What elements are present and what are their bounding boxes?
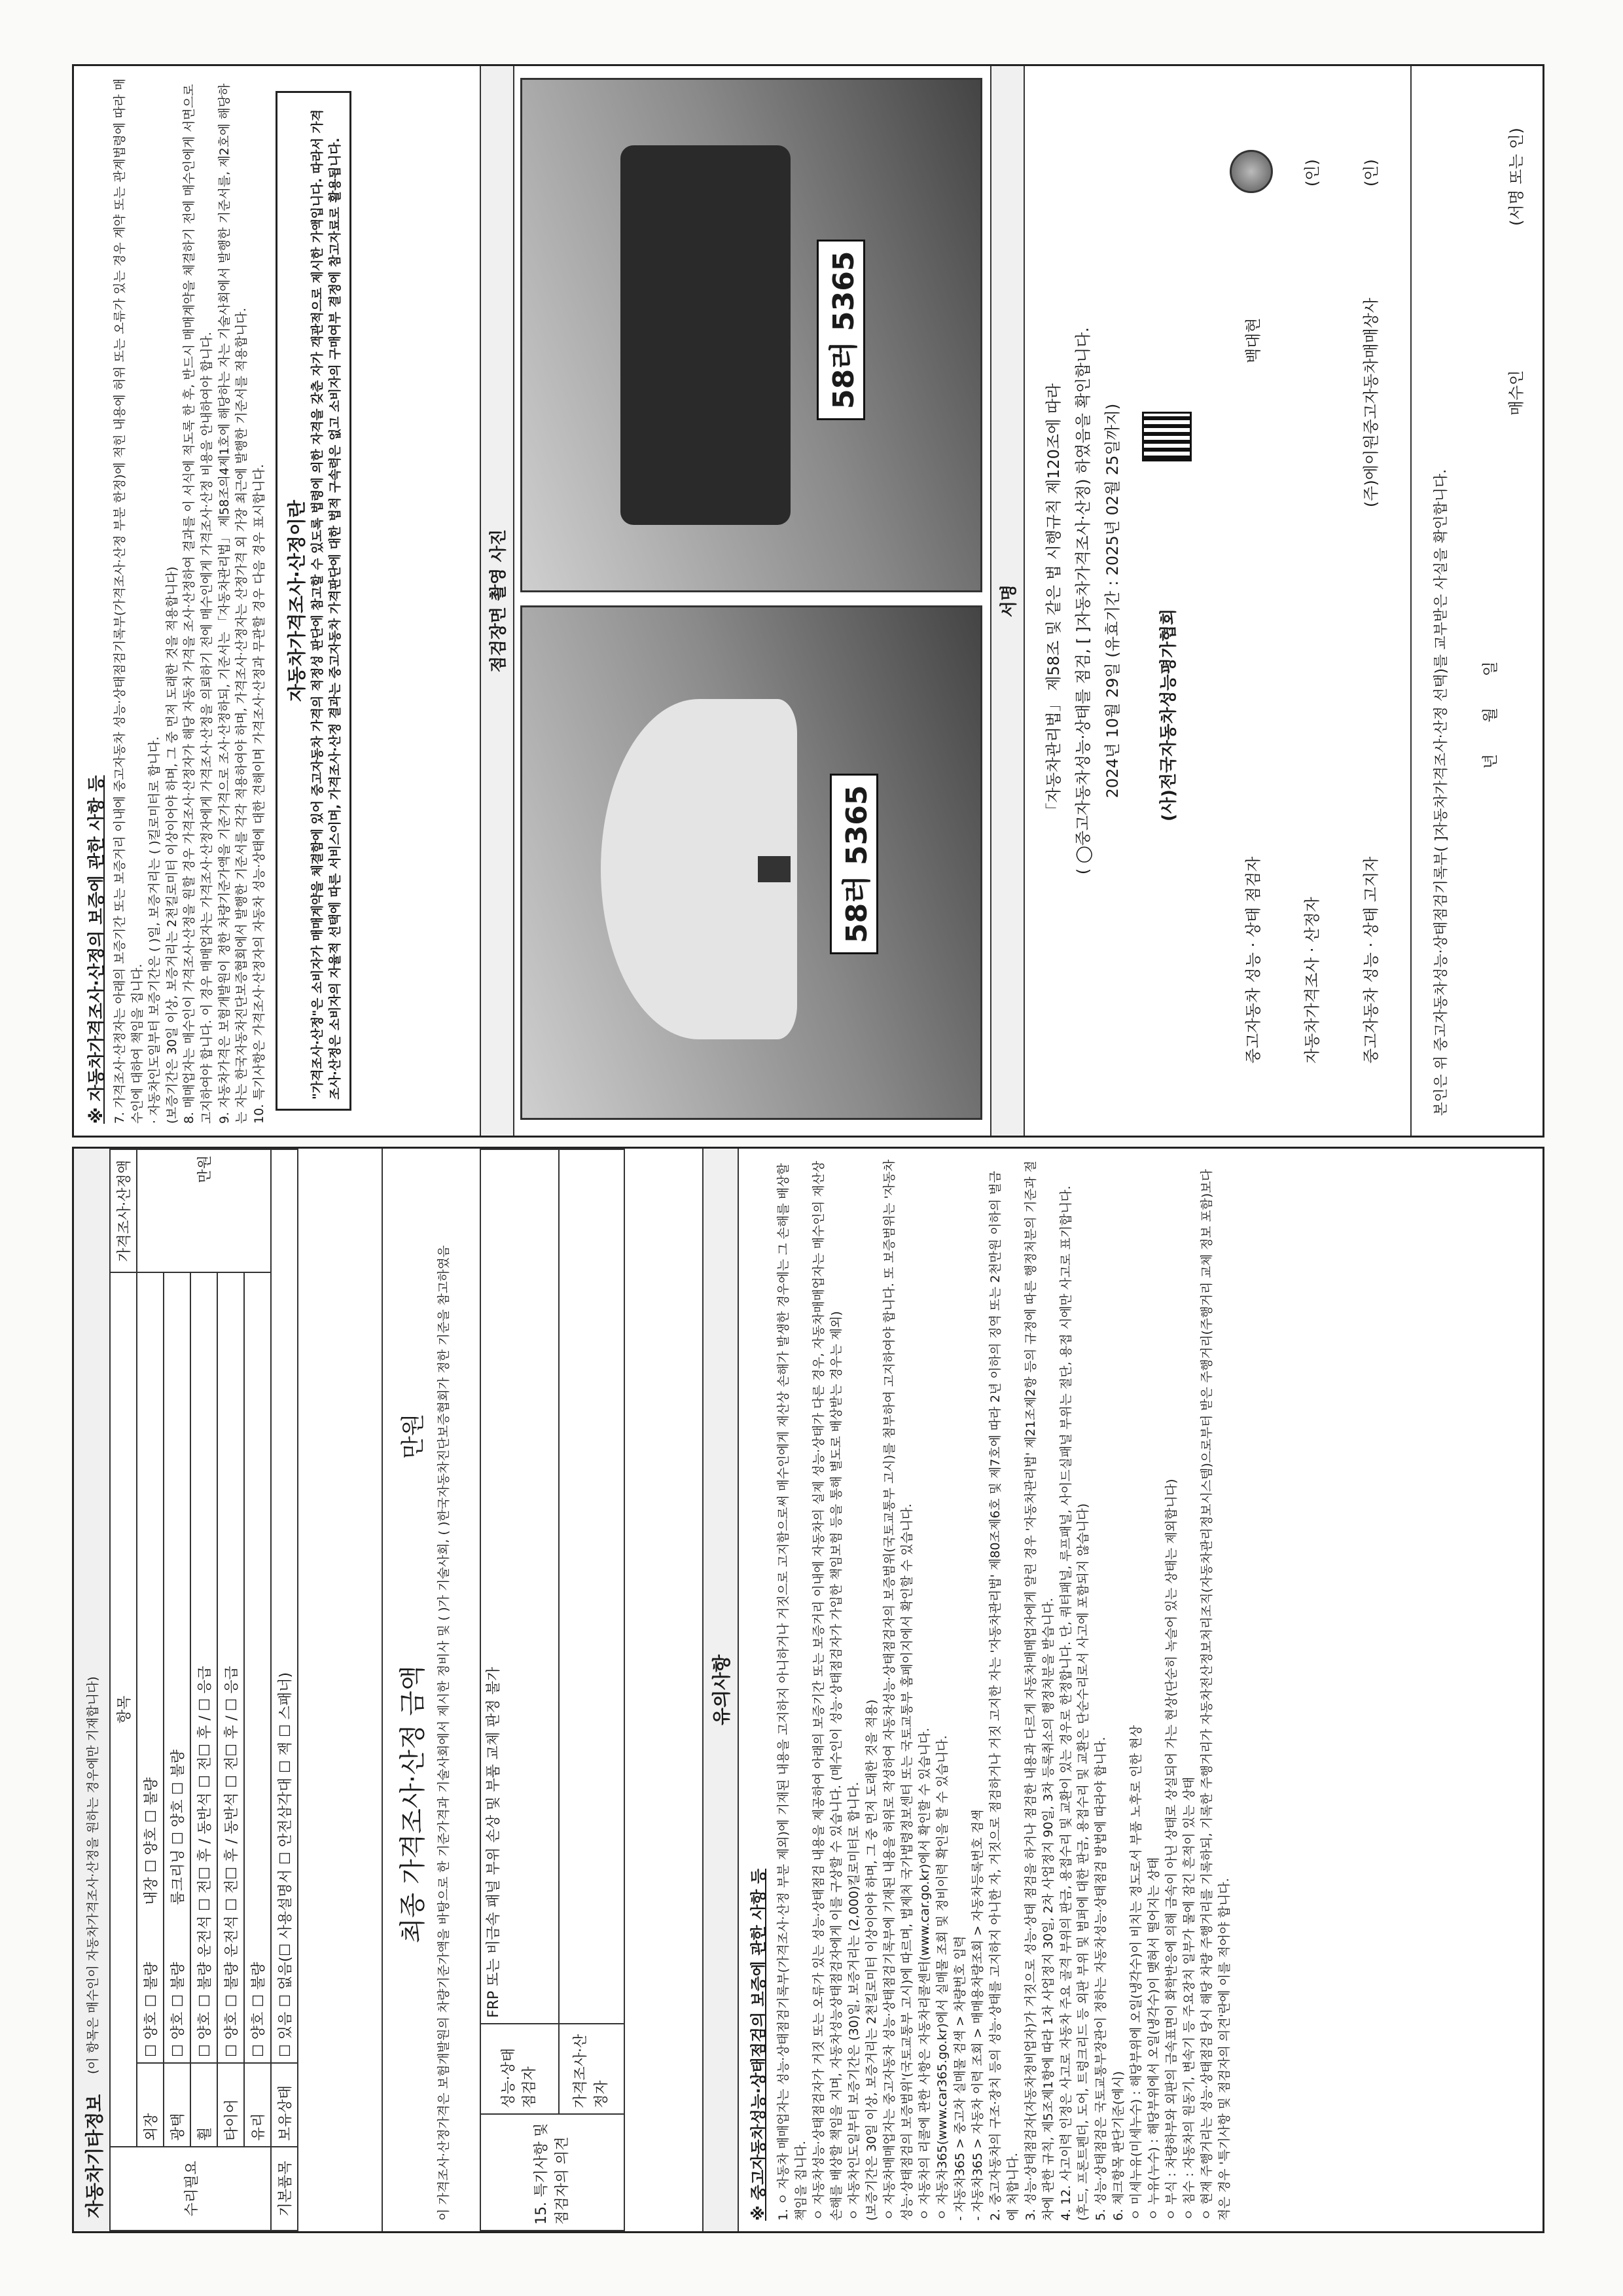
note-item: 2. 중고자동차의 구조·장치 등의 성능·상태를 고지하지 아니한 자, 거짓으로 점검하거나 거짓 고지한 자는 '자동차관리법' 제80조제6호 및 제7호에 따라 2년 이하의 징역 또는 2천만원 이하의 벌금에 처합니다.: [988, 1170, 1020, 2221]
note-item: 1. ㅇ 자동차 매매업자는 성능·상태점검기록부(가격조사·산정 부분 제외)에 기재된 내용을 고지하지 아니하거나 거짓으로 고지함으로써 매수인에게 재산상 손해가 발생한 경우에는 그 손해를 배상할 책임을 집니다.: [776, 1163, 808, 2221]
special-r1-label: 성능·상태 점검자: [480, 2024, 559, 2114]
special-label: 15. 특기사항 및 점검자의 의견: [480, 2114, 624, 2231]
guarantee-item: 10. 특기사항은 가격조사·산정자의 자동차 성능·상태에 대한 견해이며 가격조사·산정과 무관할 경우 다음 경우 표시합니다.: [251, 464, 266, 1124]
note-item: - 자동차365 > 자동차 이력 조회 > 매매용차량조회 > 자동차등록번호 검색: [970, 1809, 985, 2221]
row-label: 타이어: [217, 2063, 244, 2147]
row-label: 휠: [190, 2063, 217, 2147]
note-item: (후드, 프론트펜더, 도어, 트렁크리드 등 외판 부위 및 범퍼에 대한 판금, 용접수리 및 교환은 단순수리로서 사고에 포함되지 않습니다): [1076, 1503, 1091, 2221]
notifier-label: 중고자동차 성능 · 상태 고지자: [1362, 856, 1380, 1064]
section-note: (이 항목은 매수인이 자동차가격조사·산정을 원하는 경우에만 기재합니다): [86, 1676, 100, 2074]
photo-title: 점검장면 촬영 사진: [481, 66, 514, 1136]
note-item: ㅇ 자동차매매업자는 중고자동차 성능·상태점검기록부에 기재된 내용을 허위로 작성하여 자동차성능·상태점검자의 보증범위(국토교통부 고시)를 첨부하여 고지하여야 합니다. 또 보증범위는 '자동차성능·상태점검의 보증범위'(국토교통부 고시)에 따르며, 법제처 국가법령정보센터 또는 국토교통부 홈페이지에서 확인할 수 있습니다.: [882, 1159, 914, 2221]
row-options[interactable]: ☐ 양호 ☐ 불량: [244, 1272, 271, 2063]
left-panel: [72, 1147, 1544, 2233]
notifier-org: (주)에이원중고자동차매매상사: [1362, 297, 1380, 507]
note-item: (보증기간은 30일 이상, 보증거리는 2천킬로미터 이상이어야 하며, 그 중 먼저 도래한 것을 적용): [864, 1699, 879, 2221]
inspector-label: 중고자동차 성능 · 상태 점검자: [1244, 856, 1262, 1064]
price-header: 가격조사·산정액: [110, 1149, 137, 1272]
guarantee-item: 7. 가격조사·산정자는 아래의 보증기간 또는 보증거리 이내에 중고자동차 성능·상태점검기록부(가격조사·산정 부분 한정)에 적힌 내용에 허위 또는 오류가 있는 경우 계약 또는 관계법령에 따라 매수인에 대하여 책임을 집니다.: [113, 78, 145, 1124]
basic-label: 기본품목: [271, 2147, 298, 2231]
final-price: [382, 1149, 481, 2231]
notes-list: [775, 1159, 1234, 2221]
notes-section: [702, 1149, 1548, 2231]
association-name: (사)전국자동차성능평가협회: [1159, 608, 1179, 821]
note-item: - 자동차365 > 중고차 실매물 검색 > 차량번호 입력: [952, 1935, 967, 2221]
right-title: ※ 자동차가격조사·산정의 보증에 관한 사항 등: [87, 775, 107, 1124]
section-title: 자동차기타정보: [84, 2094, 105, 2218]
notes-title: ※ 중고자동차성능·상태점검의 보증에 관한 사항 등: [749, 1869, 768, 2221]
notes-header: 유의사항: [704, 1149, 739, 2231]
special-table: [480, 1149, 625, 2231]
sign-law: 「자동차관리법」 제58조 및 같은 법 시행규칙 제120조에 따라: [1044, 383, 1063, 819]
car-rear: [620, 145, 791, 525]
row-options[interactable]: ☐ 양호 ☐ 불량 운전석 ☐ 전☐ 후 / 동반석 ☐ 전☐ 후 / ☐ 응급: [190, 1272, 217, 2063]
row-label: 광택: [164, 2063, 190, 2147]
license-plate: 58러 5365: [830, 774, 878, 954]
buyer-signature[interactable]: (서명 또는 인): [1507, 128, 1525, 226]
sign-check[interactable]: ( ◯중고자동차성능·상태를 점검, [ ]자동차가격조사·산정) 하였음을 확인합니다.: [1074, 327, 1092, 875]
guarantee-item: 9. 자동차가격은 보험개발원이 정한 차량기준가액을 기준가격으로 조사·산정하되, 기준서는 「자동차관리법」 제58조의4제1호에 해당하는 자는 기술사회에서 발행한 기준서를, 제2호에 해당하는 자는 한국자동차진단보증협회에서 발행한 기준서를 각각 적용하여야 하며, 가격조사·산정자는 산정가격 외 가장 최근에 발행한 기준서를 적용합니다.: [217, 83, 249, 1124]
guarantee-list: [111, 78, 268, 1124]
note-item: ㅇ 누유(누수) : 해당부위에서 오일(냉각수)이 맺혀서 떨어지는 상태: [1147, 1857, 1162, 2221]
row-options[interactable]: ☐ 양호 ☐ 불량 운전석 ☐ 전☐ 후 / 동반석 ☐ 전☐ 후 / ☐ 응급: [217, 1272, 244, 2063]
definition-title: 자동차가격조사·산정이란: [286, 499, 308, 702]
inspector-name: 백대현: [1244, 317, 1262, 363]
definition-text: "가격조사·산정"은 소비자가 매매계약을 체결함에 있어 중고자동차 가격의 적정성 판단에 참고할 수 있도록 법령에 의한 자격을 갖춘 자가 객관적으로 제시한 가액입니다. 따라서 가격조사·산정은 소비자의 자율적 선택에 따른 서비스이며, 가격조사·산정 결과는 중고자동차 가격판단에 대한 법적 구속력은 없고 소비자의 구매여부 결정에 참고자료로 활용됩니다.: [310, 109, 342, 1100]
price-guarantee: [74, 66, 480, 1136]
final-label: 최종 가격조사·산정 금액: [398, 1665, 428, 1943]
guarantee-item: · 자동차인도일부터 보증기간은 ( )일, 보증거리는 ( )킬로미터로 합니다.: [147, 736, 162, 1124]
inspector-seal: [1230, 150, 1273, 193]
appraiser-label: 자동차가격조사 · 산정자: [1303, 897, 1321, 1064]
unit-label: 만원: [137, 1149, 271, 1272]
confirm-date[interactable]: 년 월 일: [1481, 648, 1499, 769]
definition-box: [276, 91, 351, 1111]
note-item: 4. 12. 사고이력 인정은 사고로 자동차 주요 골격 부위의 판금, 용접수리 및 교환이 있는 경우로 한정합니다. 단, 쿼터패널, 루프패널, 사이드실패널 부위는 절단, 용접 시에만 사고로 표기합니다.: [1058, 1185, 1073, 2221]
signature-section: [990, 66, 1548, 1136]
note-item: ㅇ 부식 : 차량하부와 외판의 금속표면이 화학반응에 의해 금속이 아닌 상태로 상실되어 가는 현상(단순히 녹슬어 있는 상태는 제외합니다): [1164, 1479, 1179, 2221]
inspection-photo-rear: [520, 78, 982, 592]
note-item: 6. 체크항목 판단기준(예시): [1111, 2071, 1126, 2221]
appraiser-seal: (인): [1303, 159, 1321, 187]
repair-table: [109, 1149, 298, 2231]
note-item: ㅇ 미세누유(미세누수) : 해당부위에 오일(냉각수)이 비치는 정도로서 부품 노후로 인한 현상: [1129, 1725, 1144, 2221]
basic-state-label: 보유상태: [271, 2063, 298, 2147]
note-item: 3. 성능·상태점검자(자동차정비업자)가 거짓으로 성능·상태 점검을 하거나 점검한 내용과 다르게 자동차매매업자에게 알린 경우 '자동차관리법' 제21조제2항 등의 규정에 따른 행정처분의 기준과 절차에 관한 규칙, 제5조제1항에 따라 1차 사업정지 30일, 2차 사업정지 90일, 3차 등록취소의 행정처분을 받습니다.: [1023, 1160, 1056, 2221]
note-item: ㅇ 현재 주행거리는 성능·상태점검 당시 해당 차량 주행거리를 기록하되, 기록한 주행거리가 자동차전산정보처리조직(자동차관리정보시스템)으로부터 받은 주행거리(주행거리 교체 정보 포함)보다 적은 경우 '특기사항 및 점검자의 의견'란에 이를 적어야 합니다.: [1200, 1169, 1232, 2221]
basic-options[interactable]: ☐ 있음 ☐ 없음(☐ 사용설명서 ☐ 안전삼각대 ☐ 잭 ☐ 스패너): [271, 1149, 298, 2063]
buyer-label: 매수인: [1507, 370, 1525, 416]
license-plate: 58러 5365: [817, 240, 865, 420]
confirm-block: [1410, 66, 1549, 1136]
sign-date: 2024년 10월 29일 (유효기간 : 2025년 02월 25일까지): [1103, 403, 1122, 798]
row-label: 유리: [244, 2063, 271, 2147]
note-item: ㅇ 자동차인도일부터 보증기간은 (30)일, 보증거리는 (2,000)킬로미터로 합니다.: [846, 1782, 861, 2221]
guarantee-item: 8. 매매업자는 매수인이 가격조사·산정을 원할 경우 가격조사·산정자가 해당 자동차 가격을 조사·산정하여 결과를 이 서식에 적도록 한 후, 반드시 매매계약을 체결하기 전에 매수인에게 서면으로 고지하여야 합니다. 이 경우 매매업자는 가격조사·산정자에게 가격조사·산정을 의뢰하기 전에 매수인에게 가격조사·산정 비용을 안내하여야 합니다.: [182, 84, 214, 1124]
special-r2-label: 가격조사·산정자: [559, 2024, 624, 2114]
row-options[interactable]: ☐ 양호 ☐ 불량 내장 ☐ 양호 ☐ 불량: [137, 1272, 164, 2063]
note-item: ㅇ 자동차의 리콜에 관한 사항은 자동차리콜센터(www.car.go.kr)에서 확인할 수 있습니다.: [917, 1727, 932, 2221]
final-note: 이 가격조사·산정가격은 보험개발원의 차량기준가액을 바탕으로 한 기준가격과 기술사회에서 제시한 정비사 및 ( )가 기술사회, ( )한국자동차진단보증협회가 정한 기준을 참고하였음: [437, 1245, 451, 2221]
car-emblem: [758, 856, 791, 882]
qr-code: [1142, 412, 1192, 461]
row-options[interactable]: ☐ 양호 ☐ 불량 룸크리닝 ☐ 양호 ☐ 불량: [164, 1272, 190, 2063]
repair-label: 수리필요: [110, 2147, 271, 2231]
right-panel: [72, 64, 1544, 1138]
special-r1-text: FRP 또는 비금속 패널 부위 손상 및 부품 교체 판정 불가: [480, 1149, 559, 2024]
row-label: 외장: [137, 2063, 164, 2147]
sign-title: 서명: [991, 66, 1025, 1136]
note-item: ㅇ 침수 : 자동차의 원동기, 변속기 등 주요장치 일부가 물에 잠긴 흔적이 있는 상태: [1182, 1776, 1197, 2221]
final-unit: 만원: [400, 1413, 427, 1459]
photo-section: [480, 66, 991, 1136]
item-header: 항목: [110, 1272, 137, 2147]
notifier-seal: (인): [1362, 159, 1380, 187]
confirm-text: 본인은 위 중고자동차성능·상태점검기록부( ]자동차가격조사·산정 선택)를 교부받은 사실을 확인합니다.: [1433, 469, 1450, 1116]
vehicle-other-info: [74, 1149, 610, 2231]
note-item: ㅇ 자동차365(www.car365.go.kr)에서 실매물 조회 및 정비이력 확인을 할 수 있습니다.: [935, 1735, 950, 2221]
note-item: ㅇ 자동차성능·상태점검자가 거짓 또는 오류가 있는 성능·상태점검 내용을 제공하여 아래의 보증기간 또는 보증거리 이내에 자동차의 실제 성능·상태가 다른 경우, 자동차매매업자는 매수인의 재산상 손해를 배상할 책임을 지며, 자동차성능상태점검자에게 이를 구상할 수 있습니다. (매수인이 성능·상태점검자가 가입한 책임보험 등을 통해 별도로 배상받는 경우는 제외): [811, 1160, 844, 2221]
note-item: 5. 성능·상태점검은 국토교통부장관이 정하는 자동차성능·상태점검 방법에 따라야 합니다.: [1094, 1736, 1109, 2221]
inspection-photo-front: [520, 605, 982, 1120]
guarantee-item: (보증기간은 30일 이상, 보증거리는 2천킬로미터 이상이어야 하며, 그 중 먼저 도래한 것을 적용합니다): [164, 566, 179, 1124]
